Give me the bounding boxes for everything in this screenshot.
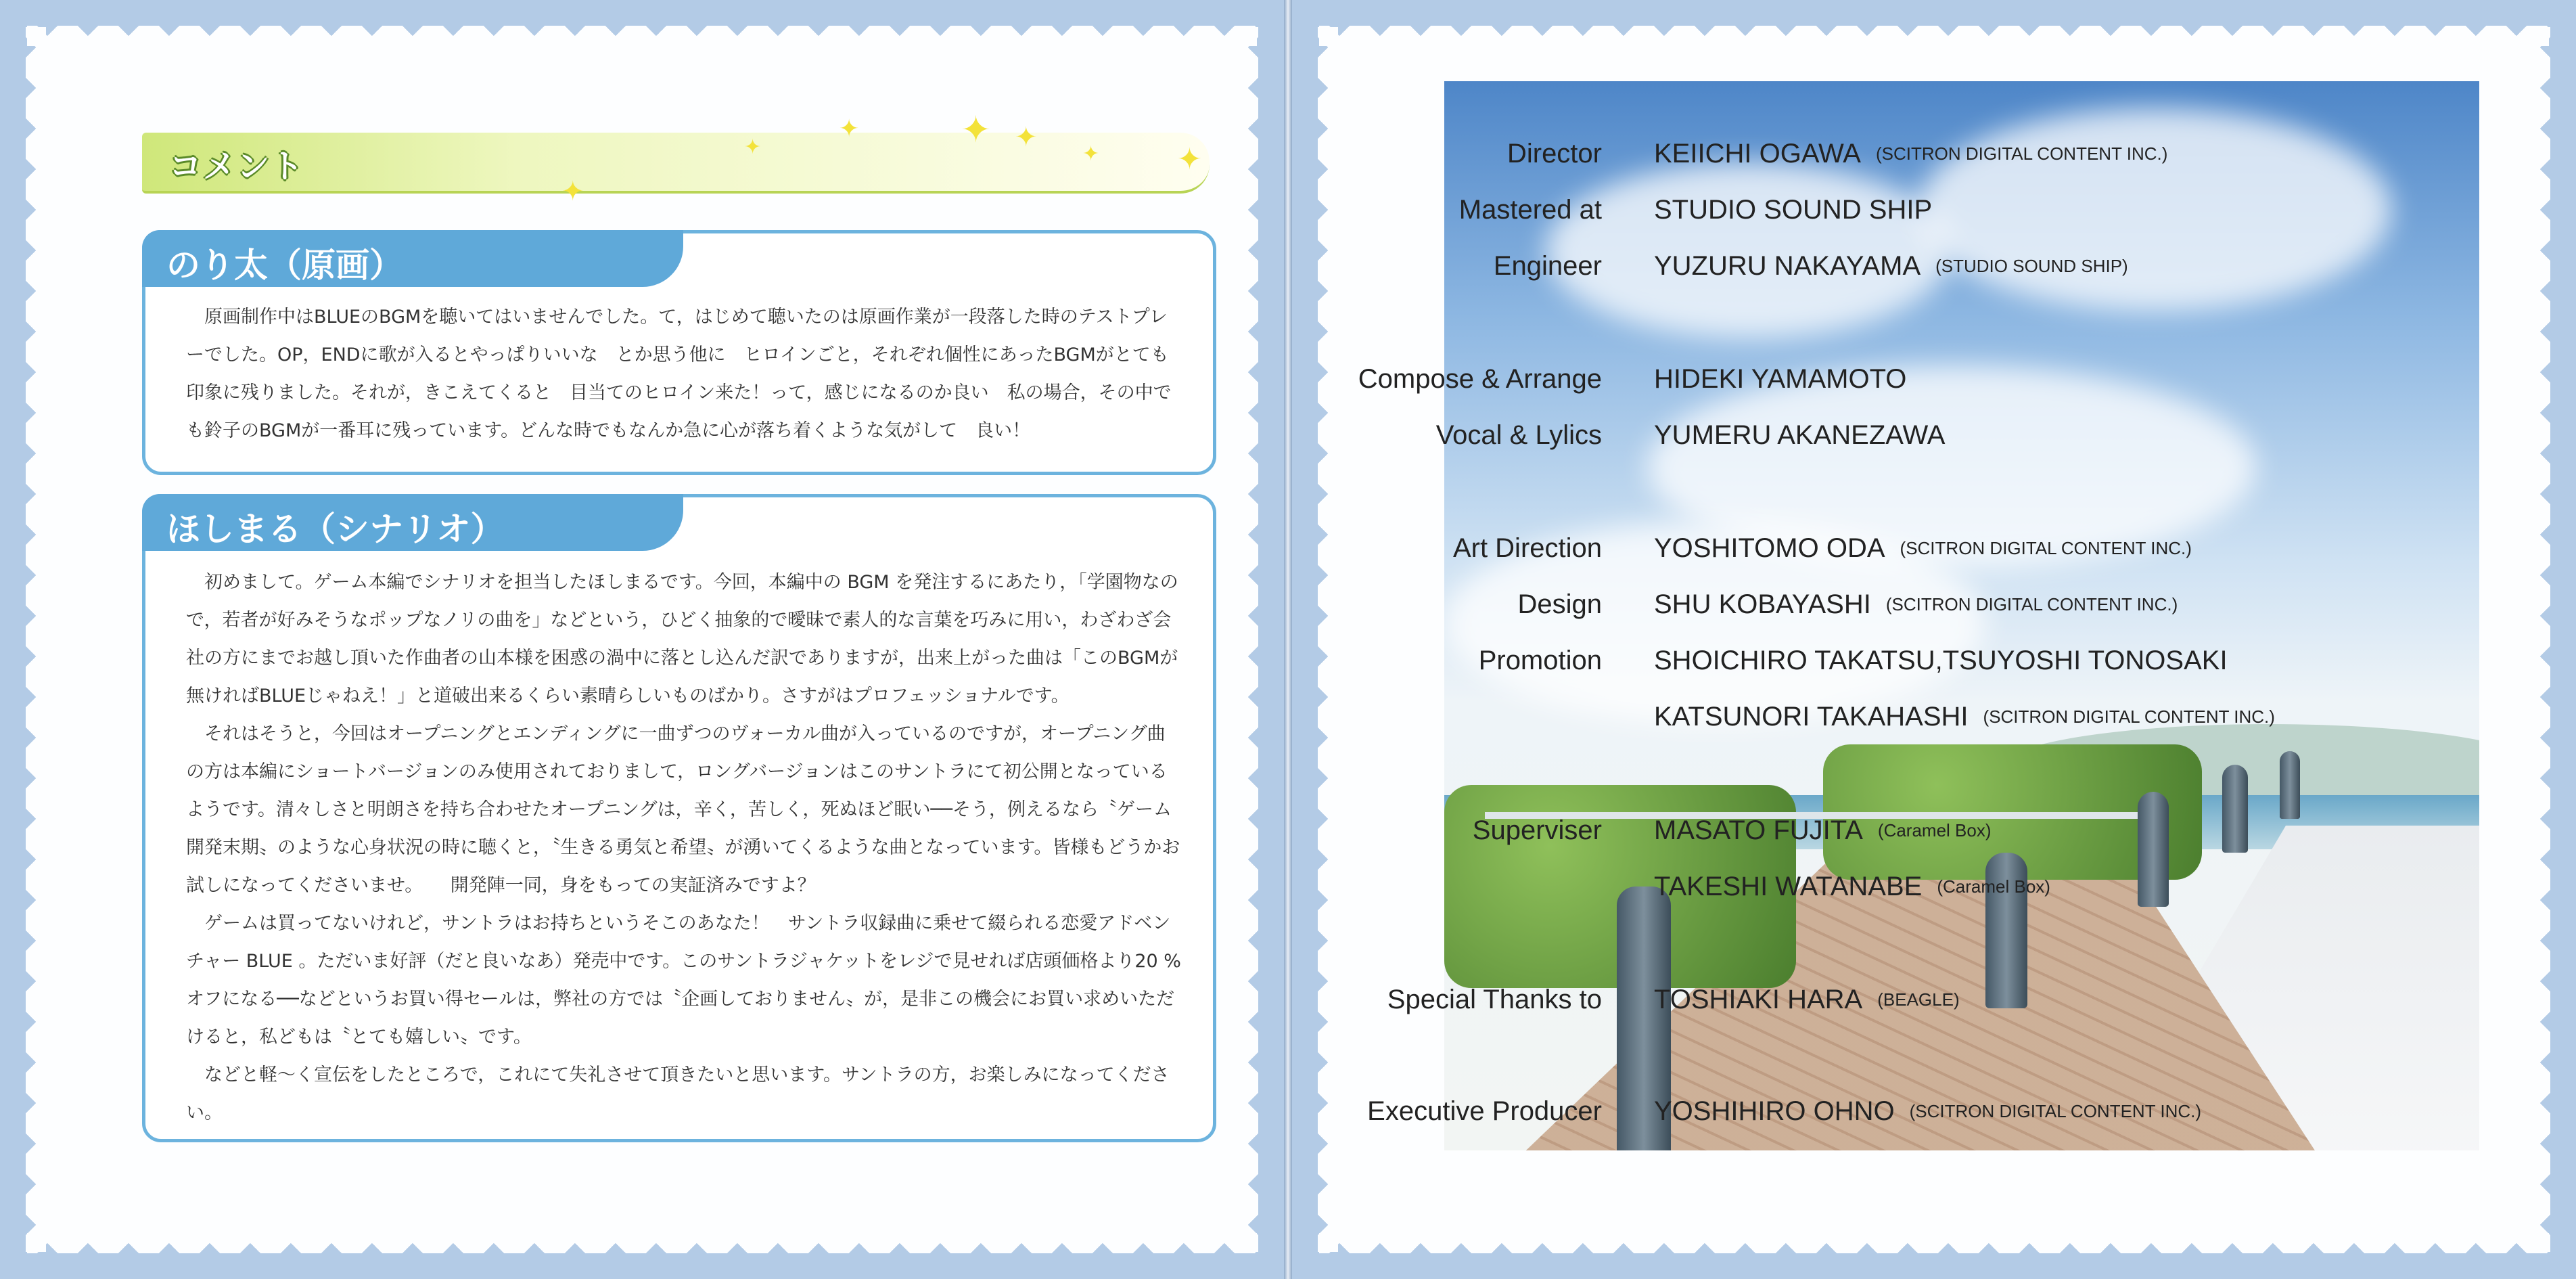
credit-label-superviser: Superviser	[1472, 815, 1602, 845]
credit-label-special-thanks: Special Thanks to	[1387, 985, 1602, 1014]
credit-name-director: KEIICHI OGAWA (SCITRON DIGITAL CONTENT INC.)	[1654, 139, 2168, 169]
zigzag-top-border	[1319, 26, 2549, 46]
credit-name-promotion: SHOICHIRO TAKATSU,TSUYOSHI TONOSAKI	[1654, 646, 2228, 675]
credit-name-design: SHU KOBAYASHI (SCITRON DIGITAL CONTENT INC.)	[1654, 589, 2178, 619]
credit-label-executive-producer: Executive Producer	[1367, 1096, 1602, 1126]
comment-header-title: コメント	[169, 148, 305, 185]
comment-paragraph: それはそうと，今回はオープニングとエンディングに一曲ずつのヴォーカル曲が入っているのですが，オープニング曲の方は本編にショートバージョンのみ使用されておりまして，ロングバージョンはこのサントラにて初公開となっているようです。清々しさと明朗さを持ち合わせたオープニングは，辛く，苦しく，死ぬほど眠い──そう，例えるなら〝ゲーム開発末期〟のような心身状況の時に聴くと，〝生きる勇気と希望〟が湧いてくるような曲となっています。皆様もどうかお試しになってくださいませ。 開発陣一同，身をもっての実証済みですよ？	[186, 723, 1180, 896]
credit-name-compose: HIDEKI YAMAMOTO	[1654, 364, 1907, 394]
comment-box-header	[142, 230, 683, 287]
credit-label-promotion: Promotion	[1478, 646, 1602, 675]
comment-paragraph: 初めまして。ゲーム本編でシナリオを担当したほしまるです。今回，本編中の BGM を発注するにあたり，「学園物なので，若者が好みそうなポップなノリの曲を」などという，ひどく抽象的で曖昧で素人的な言葉を巧みに用い，わざわざ会社の方にまでお越し頂いた作曲者の山本様を困惑の渦中に落とし込んだ訳でありますが，出来上がった曲は「このBGMが無ければBLUEじゃねえ！」と道破出来るくらい素晴らしいものばかり。さすがはプロフェッショナルです。	[186, 572, 1178, 706]
zigzag-right-border	[1238, 27, 1258, 1252]
sparkle-icon: ✦	[839, 115, 860, 143]
comment-paragraph: などと軽～く宣伝をしたところで，これにて失礼させて頂きたいと思います。サントラの方，お楽しみになってください。	[186, 1064, 1170, 1123]
sparkle-icon: ✦	[561, 176, 584, 207]
sparkle-icon: ✦	[1015, 122, 1038, 153]
comment-paragraph: ゲームは買ってないけれど，サントラはお持ちというそこのあなた！ サントラ収録曲に乗せて綴られる恋愛アドベンチャー BLUE 。ただいま好評（だと良いなあ）発売中です。このサントラジャケットをレジで見せれば店頭価格より20 %オフになる──などというお買い得セールは，弊社の方では〝企画しておりません〟が，是非この機会にお買い求めいただけると，私どもは〝とても嬉しい〟です。	[186, 913, 1181, 1048]
zigzag-top-border	[27, 26, 1257, 46]
zigzag-left-border	[26, 27, 46, 1252]
credit-name-superviser: MASATO FUJITA (Caramel Box)	[1654, 815, 1992, 845]
comment-box-body	[186, 564, 1183, 1132]
left-page	[0, 0, 1284, 1279]
sparkle-icon: ✦	[1082, 142, 1100, 166]
credit-name-vocal: YUMERU AKANEZAWA	[1654, 420, 1946, 450]
comment-box-norita	[142, 230, 1216, 475]
zigzag-left-border	[1318, 27, 1338, 1252]
credit-label-engineer: Engineer	[1493, 251, 1602, 281]
comment-box-hoshimaru	[142, 494, 1216, 1142]
credit-label-director: Director	[1506, 139, 1602, 169]
credit-name-executive-producer: YOSHIHIRO OHNO (SCITRON DIGITAL CONTENT INC.)	[1654, 1096, 2202, 1126]
credit-name-mastered: STUDIO SOUND SHIP	[1654, 195, 1933, 225]
comment-box-title: ほしまる（シナリオ）	[166, 510, 505, 549]
credit-label-mastered: Mastered at	[1458, 195, 1602, 225]
zigzag-bottom-border	[1319, 1233, 2549, 1253]
sparkle-icon: ✦	[961, 108, 992, 151]
comment-paragraph: 原画制作中はBLUEのBGMを聴いてはいませんでした。て，はじめて聴いたのは原画作業が一段落した時のテストプレーでした。OP，ENDに歌が入るとやっぱりいいな とか思う他に ヒロインごと，それぞれ個性にあったBGMがとても印象に残りました。それが，きこえてくると 目当てのヒロイン来た！って，感じになるのか良い 私の場合，その中でも鈴子のBGMが一番耳に残っています。どんな時でもなんか急に心が落ち着くような気がして 良い！	[186, 307, 1172, 441]
credit-label-compose: Compose & Arrange	[1358, 364, 1602, 394]
credit-label-design: Design	[1517, 589, 1602, 619]
credit-name-superviser-2: TAKESHI WATANABE (Caramel Box)	[1654, 872, 2050, 901]
sparkle-icon: ✦	[1177, 142, 1202, 177]
sparkle-icon: ✦	[744, 135, 762, 159]
credit-label-art-direction: Art Direction	[1452, 533, 1602, 563]
zigzag-right-border	[2530, 27, 2550, 1252]
spine-gutter	[1284, 0, 1292, 1279]
comment-box-title: のり太（原画）	[166, 246, 403, 285]
credit-name-engineer: YUZURU NAKAYAMA (STUDIO SOUND SHIP)	[1654, 251, 2128, 281]
zigzag-bottom-border	[27, 1233, 1257, 1253]
credit-name-promotion-2: KATSUNORI TAKAHASHI (SCITRON DIGITAL CONTENT INC.)	[1654, 702, 2275, 732]
credit-name-art-direction: YOSHITOMO ODA (SCITRON DIGITAL CONTENT INC.)	[1654, 533, 2192, 563]
credit-label-vocal: Vocal & Lylics	[1435, 420, 1602, 450]
credit-name-special-thanks: TOSHIAKI HARA (BEAGLE)	[1654, 985, 1960, 1014]
comment-box-body	[186, 298, 1183, 450]
comment-box-header	[142, 494, 683, 551]
